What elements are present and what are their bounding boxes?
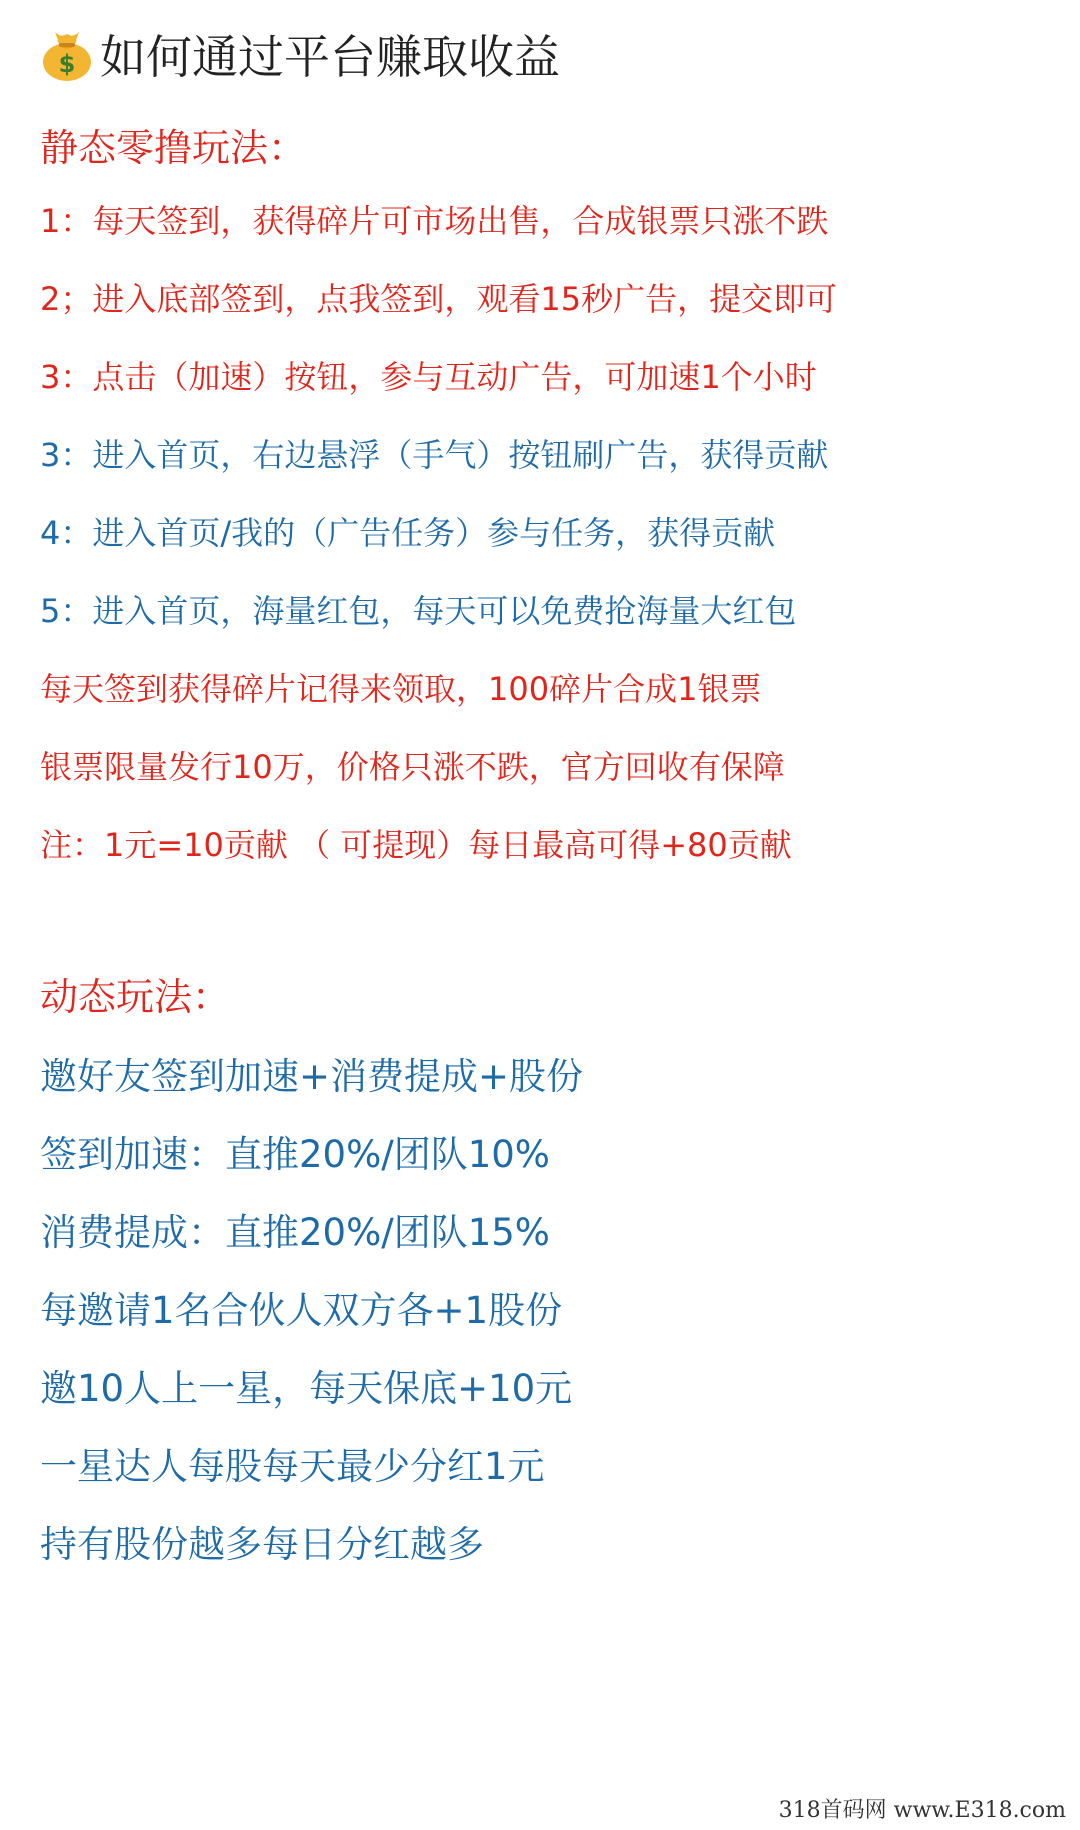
dynamic-item-2: 签到加速：直推20%/团队10% (40, 1133, 550, 1176)
static-item-4: 3：进入首页，右边悬浮（手气）按钮刷广告，获得贡献 (40, 436, 829, 474)
svg-text:$: $ (58, 50, 76, 78)
site-watermark: 318首码网 www.E318.com (778, 1798, 1066, 1823)
dynamic-item-4: 每邀请1名合伙人双方各+1股份 (40, 1289, 563, 1332)
static-item-3: 3：点击（加速）按钮，参与互动广告，可加速1个小时 (40, 358, 817, 396)
dynamic-item-3: 消费提成：直推20%/团队15% (40, 1211, 550, 1254)
static-note-1: 每天签到获得碎片记得来领取，100碎片合成1银票 (40, 670, 762, 708)
page-title-text: 如何通过平台赚取收益 (100, 30, 560, 84)
money-bag-icon (40, 26, 94, 82)
static-item-5: 4：进入首页/我的（广告任务）参与任务，获得贡献 (40, 514, 776, 552)
static-section-heading: 静态零撸玩法： (40, 126, 307, 170)
static-note-2: 银票限量发行10万，价格只涨不跌，官方回收有保障 (40, 748, 785, 786)
dynamic-item-7: 持有股份越多每日分红越多 (40, 1523, 484, 1566)
dynamic-item-1: 邀好友签到加速+消费提成+股份 (40, 1055, 584, 1098)
static-item-1: 1：每天签到，获得碎片可市场出售，合成银票只涨不跌 (40, 202, 829, 240)
dynamic-item-6: 一星达人每股每天最少分红1元 (40, 1445, 545, 1488)
static-note-3: 注：1元=10贡献 （ 可提现）每日最高可得+80贡献 (40, 826, 792, 864)
page-title (40, 22, 560, 86)
dynamic-section-heading: 动态玩法： (40, 975, 231, 1019)
static-item-6: 5：进入首页，海量红包，每天可以免费抢海量大红包 (40, 592, 797, 630)
dynamic-item-5: 邀10人上一星，每天保底+10元 (40, 1367, 573, 1410)
static-item-2: 2；进入底部签到，点我签到，观看15秒广告，提交即可 (40, 280, 838, 318)
